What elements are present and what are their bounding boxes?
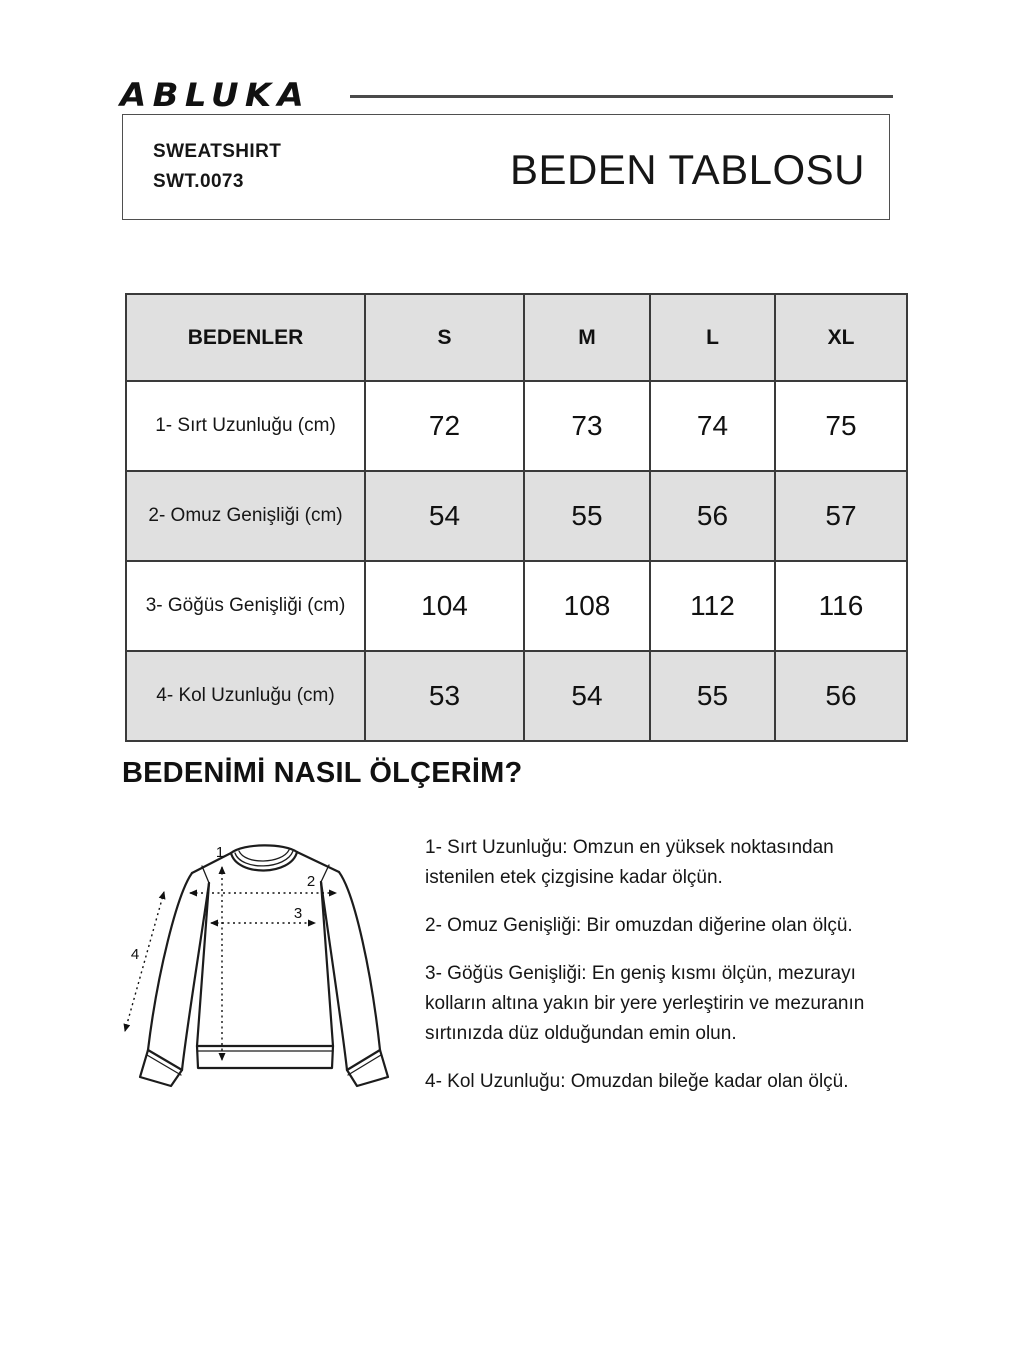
title-box [122, 114, 890, 220]
howto-heading: BEDENİMİ NASIL ÖLÇERİM? [122, 757, 523, 789]
measure-label-1: 1 [215, 844, 225, 861]
instruction-back-length: 1- Sırt Uzunluğu: Omzun en yüksek noktasından istenilen etek çizgisine kadar ölçün. [425, 837, 834, 888]
size-value-cell: 54 [365, 471, 524, 561]
row-label-cell: 1- Sırt Uzunluğu (cm) [126, 381, 365, 471]
size-value-cell: 72 [365, 381, 524, 471]
size-value-cell: 108 [524, 561, 650, 651]
size-table [125, 293, 908, 742]
header-rule [350, 95, 893, 98]
instruction-chest-width: 3- Göğüs Genişliği: En geniş kısmı ölçün, mezurayı kolların altına yakın bir yere yerleştirin ve mezuranın sırtınızda düz olduğundan emin olun. [425, 963, 865, 1044]
size-value-cell: 112 [650, 561, 775, 651]
page-title: BEDEN TABLOSU [509, 146, 865, 193]
measurement-arrows [125, 867, 336, 1060]
column-header-xl: XL [775, 294, 907, 381]
column-header-bedenler: BEDENLER [126, 294, 365, 381]
instruction-shoulder-width: 2- Omuz Genişliği: Bir omuzdan diğerine olan ölçü. [425, 915, 853, 936]
measure-label-3: 3 [293, 905, 303, 922]
size-value-cell: 57 [775, 471, 907, 561]
table-row-sleeve-length [126, 651, 907, 741]
measure-instructions [425, 833, 905, 1097]
size-value-cell: 53 [365, 651, 524, 741]
size-value-cell: 75 [775, 381, 907, 471]
row-label-cell: 3- Göğüs Genişliği (cm) [126, 561, 365, 651]
size-value-cell: 54 [524, 651, 650, 741]
sweatshirt-outline [140, 845, 388, 1086]
column-header-m: M [524, 294, 650, 381]
column-header-l: L [650, 294, 775, 381]
column-header-s: S [365, 294, 524, 381]
table-row-shoulder-width [126, 471, 907, 561]
size-value-cell: 55 [650, 651, 775, 741]
product-info [153, 137, 281, 197]
product-code: SWT.0073 [153, 171, 244, 192]
brand-logo: ABLUKA [120, 76, 311, 114]
measure-label-4: 4 [130, 946, 140, 963]
table-row-chest-width [126, 561, 907, 651]
table-row-back-length [126, 381, 907, 471]
size-value-cell: 104 [365, 561, 524, 651]
size-value-cell: 56 [650, 471, 775, 561]
row-label-cell: 2- Omuz Genişliği (cm) [126, 471, 365, 561]
sweatshirt-diagram [110, 820, 410, 1100]
size-value-cell: 116 [775, 561, 907, 651]
table-header-row [126, 294, 907, 381]
size-value-cell: 55 [524, 471, 650, 561]
product-name: SWEATSHIRT [153, 141, 282, 162]
size-value-cell: 56 [775, 651, 907, 741]
row-label-cell: 4- Kol Uzunluğu (cm) [126, 651, 365, 741]
measure-label-2: 2 [306, 873, 316, 890]
instruction-sleeve-length: 4- Kol Uzunluğu: Omuzdan bileğe kadar olan ölçü. [425, 1071, 849, 1092]
size-value-cell: 73 [524, 381, 650, 471]
size-value-cell: 74 [650, 381, 775, 471]
